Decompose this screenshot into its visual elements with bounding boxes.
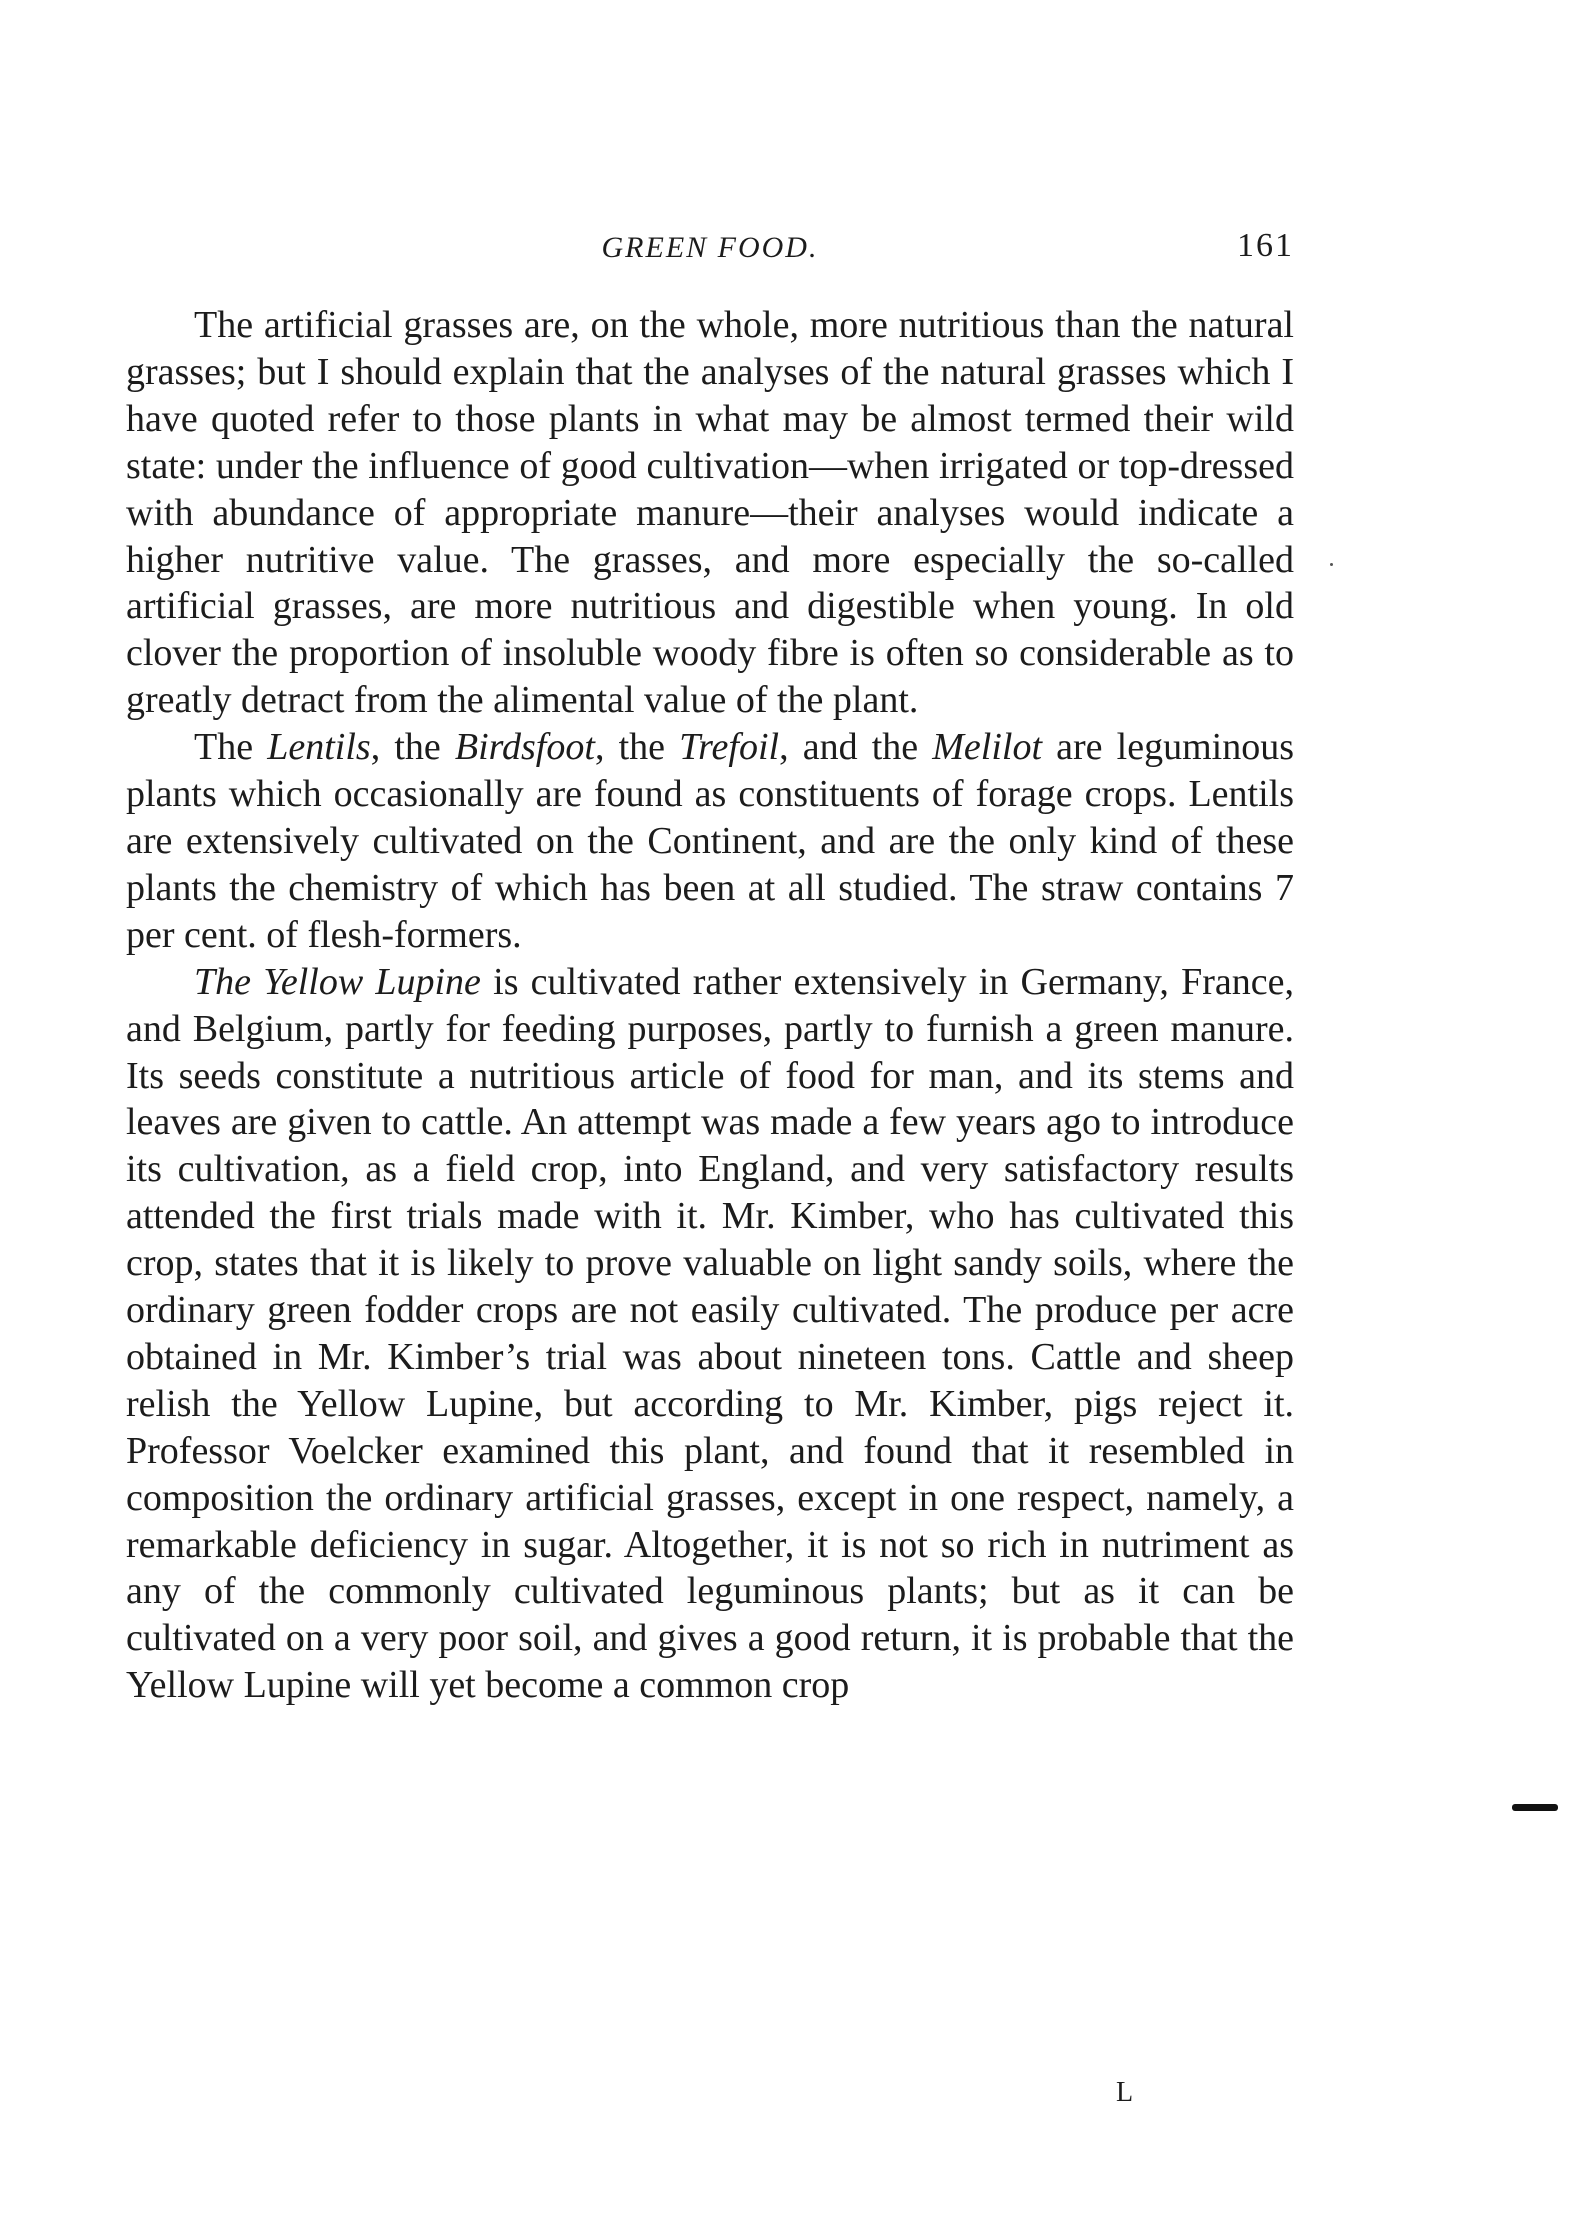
paper-speck xyxy=(1330,563,1333,566)
text-run: The artificial grasses are, on the whole, more nutritious than the natural grasses; but I should explain that the analyses of the natural grasses which I have quoted refer to those plants in what may be almost termed their wild state: under the influence of good cultivation—when irrigated or top-dressed with abundance of appropriate manure—their analyses would indicate a higher nutritive value. The grasses, and more especially the so-called artificial grasses, are more nutritious and digestible when young. In old clover the proportion of insoluble woody fibre is often so considerable as to greatly detract from the alimental value of the plant. xyxy=(126,304,1294,722)
margin-edge-mark xyxy=(1512,1804,1558,1811)
text-run: , the xyxy=(370,726,455,769)
signature-mark: L xyxy=(1116,2077,1135,2108)
page-number: 161 xyxy=(1237,227,1294,264)
text-run: is cultivated rather extensively in Germany, France, and Belgium, partly for feeding purposes, partly to furnish a green manure. Its seeds constitute a nutritious article of food for man, and its stems and leaves are given to cattle. An attempt was made a few years ago to introduce its cultivation, as a field crop, into England, and very satisfactory results attended the first trials made with it. Mr. Kimber, who has cultivated this crop, states that it is likely to prove valuable on light sandy soils, where the ordinary green fodder crops are not easily cultivated. The produce per acre obtained in Mr. Kimber’s trial was about nineteen tons. Cattle and sheep relish the Yellow Lupine, but according to Mr. Kimber, pigs reject it. Professor Voelcker examined this plant, and found that it resembled in composition the ordinary artificial grasses, except in one respect, namely, a remarkable deficiency in sugar. Altogether, it is not so rich in nutriment as any of the commonly cultivated leguminous plants; but as it can be cultivated on a very poor soil, and gives a good return, it is probable that the Yellow Lupine will yet become a common crop xyxy=(126,960,1295,1707)
body-text xyxy=(126,302,1294,1709)
italic-term: Lentils xyxy=(267,726,371,769)
italic-term: The Yellow Lupine xyxy=(194,960,481,1003)
paragraph-artificial-grasses xyxy=(126,302,1294,724)
italic-term: Trefoil xyxy=(679,726,780,769)
text-run: are leguminous plants which occasionally are found as constituents of forage crops. Lentils are extensively cultivated on the Continent, and are the only kind of these plants the chemistry of which has been at all studied. The straw contains 7 per cent. of flesh-formers. xyxy=(126,726,1294,956)
paragraph-lentils xyxy=(126,724,1294,959)
italic-term: Melilot xyxy=(932,726,1043,769)
paragraph-yellow-lupine xyxy=(126,959,1294,1710)
text-run: , and the xyxy=(779,726,933,769)
italic-term: Birdsfoot xyxy=(454,726,595,769)
running-title: GREEN FOOD. xyxy=(601,231,819,264)
text-run: , the xyxy=(594,726,680,769)
text-run: The xyxy=(194,726,268,769)
running-head xyxy=(126,225,1294,275)
